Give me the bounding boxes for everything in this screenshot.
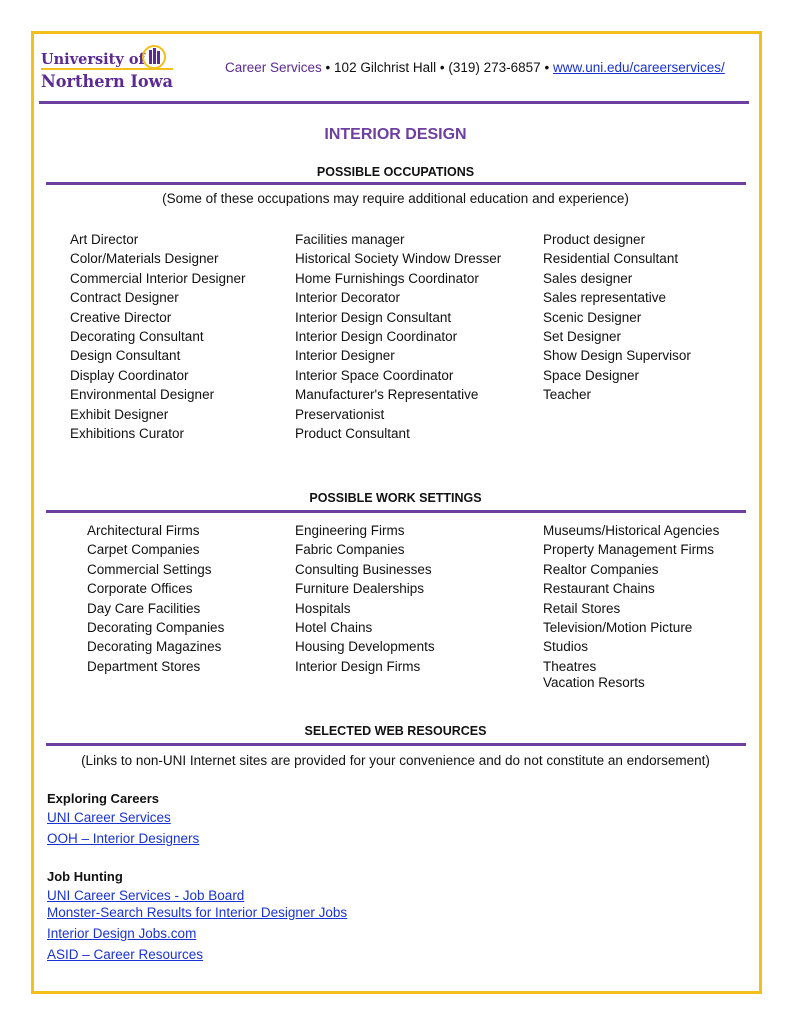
list-item: Theatres <box>543 658 597 674</box>
header-divider <box>39 101 749 104</box>
list-item: Carpet Companies <box>87 542 200 558</box>
web-resources-divider <box>46 743 746 746</box>
list-item: Studios <box>543 639 589 655</box>
occupations-heading: POSSIBLE OCCUPATIONS <box>316 165 475 179</box>
list-item: Restaurant Chains <box>543 581 655 597</box>
list-item: Architectural Firms <box>87 523 200 538</box>
list-item: Home Furnishings Coordinator <box>295 270 479 286</box>
list-item: Facilities manager <box>295 232 405 247</box>
list-item: Corporate Offices <box>87 581 193 597</box>
work-settings-heading: POSSIBLE WORK SETTINGS <box>309 491 482 505</box>
career-services-url-link[interactable]: www.uni.edu/careerservices/ <box>552 60 725 75</box>
occupations-divider <box>46 182 746 185</box>
list-item: Commercial Settings <box>87 561 212 577</box>
list-item: Preservationist <box>295 406 385 422</box>
list-item: Day Care Facilities <box>87 600 201 616</box>
list-item: Show Design Supervisor <box>543 348 691 364</box>
office-name: Career Services <box>225 60 322 75</box>
occupations-column-1 <box>70 230 246 443</box>
office-address: 102 Gilchrist Hall <box>334 60 437 75</box>
list-item: Sales designer <box>543 270 633 286</box>
list-item: Residential Consultant <box>543 251 679 267</box>
list-item: Exhibit Designer <box>70 406 169 422</box>
exploring-careers-heading: Exploring Careers <box>47 791 159 806</box>
list-item: Art Director <box>70 232 139 247</box>
occupations-column-3 <box>543 230 691 405</box>
office-phone: (319) 273-6857 <box>448 60 541 75</box>
work-settings-column-2 <box>295 521 435 676</box>
list-item: Historical Society Window Dresser <box>295 251 502 267</box>
list-item: Manufacturer's Representative <box>295 387 479 403</box>
list-item: Creative Director <box>70 309 172 325</box>
list-item: Television/Motion Picture <box>543 620 693 636</box>
list-item: Design Consultant <box>70 348 181 364</box>
list-item: Exhibitions Curator <box>70 426 185 442</box>
list-item: Furniture Dealerships <box>295 581 425 597</box>
separator: • <box>439 60 445 75</box>
list-item: Interior Design Firms <box>295 658 421 674</box>
list-item: Scenic Designer <box>543 309 642 325</box>
contact-line <box>225 60 725 75</box>
list-item: Decorating Consultant <box>70 329 204 345</box>
uni-career-services-link[interactable]: UNI Career Services <box>47 810 171 825</box>
monster-search-link[interactable]: Monster-Search Results for Interior Designer Jobs <box>47 905 348 920</box>
occupations-column-2 <box>295 230 501 443</box>
list-item: Commercial Interior Designer <box>70 270 246 286</box>
list-item: Interior Design Consultant <box>295 309 452 325</box>
list-item: Product designer <box>543 232 646 247</box>
list-item: Fabric Companies <box>295 542 405 558</box>
ooh-interior-designers-link[interactable]: OOH – Interior Designers <box>47 831 200 846</box>
list-item: Hotel Chains <box>295 620 373 636</box>
list-item: Decorating Magazines <box>87 639 222 655</box>
list-item: Consulting Businesses <box>295 561 432 577</box>
list-item: Museums/Historical Agencies <box>543 523 720 538</box>
list-item: Vacation Resorts <box>543 675 645 691</box>
list-item: Decorating Companies <box>87 620 225 636</box>
work-settings-column-1 <box>87 521 224 676</box>
list-item: Realtor Companies <box>543 561 659 577</box>
logo-line1: University of <box>41 51 145 68</box>
job-board-link[interactable]: UNI Career Services - Job Board <box>47 888 245 903</box>
list-item: Sales representative <box>543 290 667 306</box>
list-item: Interior Designer <box>295 348 395 364</box>
page-title: INTERIOR DESIGN <box>324 126 467 143</box>
list-item: Environmental Designer <box>70 387 215 403</box>
logo-line2: Northern Iowa <box>41 72 173 92</box>
list-item: Interior Decorator <box>295 290 401 306</box>
occupations-note: (Some of these occupations may require additional education and experience) <box>162 191 629 206</box>
list-item: Contract Designer <box>70 290 179 306</box>
list-item: Retail Stores <box>543 600 621 616</box>
list-item: Interior Space Coordinator <box>295 367 454 383</box>
list-item: Teacher <box>543 387 592 403</box>
web-resources-note: (Links to non-UNI Internet sites are provided for your convenience and do not constitute an endorsement) <box>81 753 710 768</box>
list-item: Set Designer <box>543 329 622 345</box>
list-item: Color/Materials Designer <box>70 251 219 267</box>
list-item: Property Management Firms <box>543 542 715 558</box>
uni-logo <box>41 44 173 92</box>
list-item: Housing Developments <box>295 639 435 655</box>
list-item: Engineering Firms <box>295 523 405 538</box>
list-item: Display Coordinator <box>70 367 189 383</box>
separator: • <box>544 60 550 75</box>
work-settings-column-3 <box>543 521 719 690</box>
web-resources-heading: SELECTED WEB RESOURCES <box>304 724 487 738</box>
separator: • <box>325 60 331 75</box>
list-item: Hospitals <box>295 600 351 616</box>
interior-design-jobs-link[interactable]: Interior Design Jobs.com <box>47 926 197 941</box>
list-item: Space Designer <box>543 367 640 383</box>
list-item: Interior Design Coordinator <box>295 329 458 345</box>
work-settings-divider <box>46 510 746 513</box>
campanile-seal-icon <box>143 46 165 68</box>
job-hunting-heading: Job Hunting <box>47 869 123 884</box>
asid-career-resources-link[interactable]: ASID – Career Resources <box>47 947 204 962</box>
list-item: Product Consultant <box>295 426 410 442</box>
list-item: Department Stores <box>87 658 201 674</box>
